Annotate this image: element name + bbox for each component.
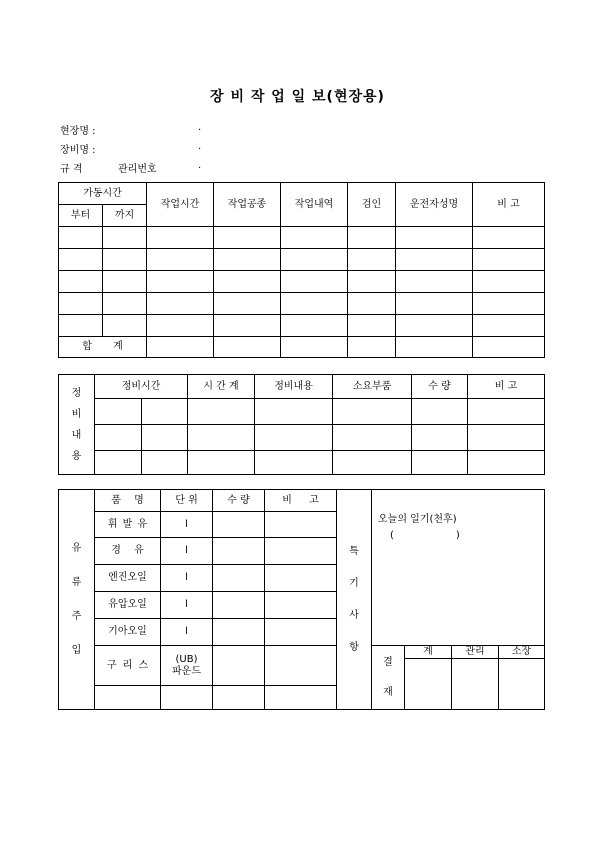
grease-label: 구 리 스 — [95, 646, 161, 686]
special-notes-area[interactable] — [372, 490, 545, 646]
inspection-stamp-header: 검인 — [348, 183, 396, 227]
fuel-side-label: 유 류 주 입 — [59, 490, 95, 710]
quantity-header: 수 량 — [412, 375, 468, 399]
maintenance-table — [58, 374, 545, 475]
gear-oil-unit: l — [161, 619, 213, 646]
page-title: 장 비 작 업 일 보(현장용) — [210, 89, 385, 105]
work-type-header: 작업공종 — [214, 183, 281, 227]
total-label: 합 계 — [59, 337, 147, 358]
approval-director-header: 소장 — [499, 646, 545, 659]
table-row — [59, 249, 545, 271]
table-row — [59, 293, 545, 315]
approval-director-sign[interactable] — [499, 659, 545, 710]
total-hours-header: 시 간 계 — [188, 375, 255, 399]
work-details-header: 작업내역 — [281, 183, 348, 227]
work-table — [58, 182, 545, 358]
gasoline-label: 휘 발 유 — [95, 512, 161, 538]
site-name-row — [60, 122, 202, 137]
table-row — [59, 227, 545, 249]
approval-manager-header: 관리 — [452, 646, 499, 659]
operating-time-header: 가동시간 — [59, 183, 147, 205]
maintenance-remarks-header: 비 고 — [468, 375, 545, 399]
spec-row — [60, 160, 202, 175]
table-row — [59, 399, 545, 425]
operator-name-header: 운전자성명 — [396, 183, 473, 227]
engine-oil-unit: l — [161, 565, 213, 592]
site-name-label: 현장명 : — [60, 126, 96, 137]
spec-label: 규 격 — [60, 164, 83, 175]
required-parts-header: 소요부품 — [333, 375, 412, 399]
equipment-name-label: 장비명 : — [60, 145, 96, 156]
site-name-dot: . — [198, 122, 202, 133]
gear-oil-label: 기아오일 — [95, 619, 161, 646]
table-row — [59, 271, 545, 293]
spec-dot: . — [198, 160, 202, 171]
special-notes-label: 특 기 사 항 — [337, 490, 372, 710]
engine-oil-label: 엔진오일 — [95, 565, 161, 592]
fuel-quantity-header: 수 량 — [213, 490, 265, 512]
maintenance-time-header: 정비시간 — [95, 375, 188, 399]
diesel-label: 경 유 — [95, 538, 161, 565]
management-number-label: 관리번호 — [118, 164, 157, 175]
grease-unit: (UB) 파운드 — [161, 646, 213, 686]
fuel-remarks-header: 비 고 — [265, 490, 337, 512]
gasoline-unit: l — [161, 512, 213, 538]
weather-input: ( ) — [390, 530, 460, 541]
to-header: 까지 — [103, 205, 147, 227]
maintenance-side-label: 정 비 내 용 — [59, 375, 95, 475]
from-header: 부터 — [59, 205, 103, 227]
equipment-name-row — [60, 141, 202, 156]
unit-header: 단 위 — [161, 490, 213, 512]
approval-label: 결 재 — [372, 646, 405, 710]
remarks-header: 비 고 — [473, 183, 545, 227]
maintenance-content-header: 정비내용 — [255, 375, 333, 399]
table-row — [59, 425, 545, 451]
work-hours-header: 작업시간 — [147, 183, 214, 227]
table-row — [59, 315, 545, 337]
hydraulic-oil-label: 유압오일 — [95, 592, 161, 619]
item-name-header: 품 명 — [95, 490, 161, 512]
weather-label: 오늘의 일기(천후) — [378, 514, 457, 525]
approval-manager-sign[interactable] — [452, 659, 499, 710]
equipment-name-dot: . — [198, 141, 202, 152]
table-row — [59, 451, 545, 475]
hydraulic-oil-unit: l — [161, 592, 213, 619]
fuel-table — [58, 489, 545, 710]
diesel-unit: l — [161, 538, 213, 565]
approval-staff-sign[interactable] — [405, 659, 452, 710]
approval-staff-header: 계 — [405, 646, 452, 659]
